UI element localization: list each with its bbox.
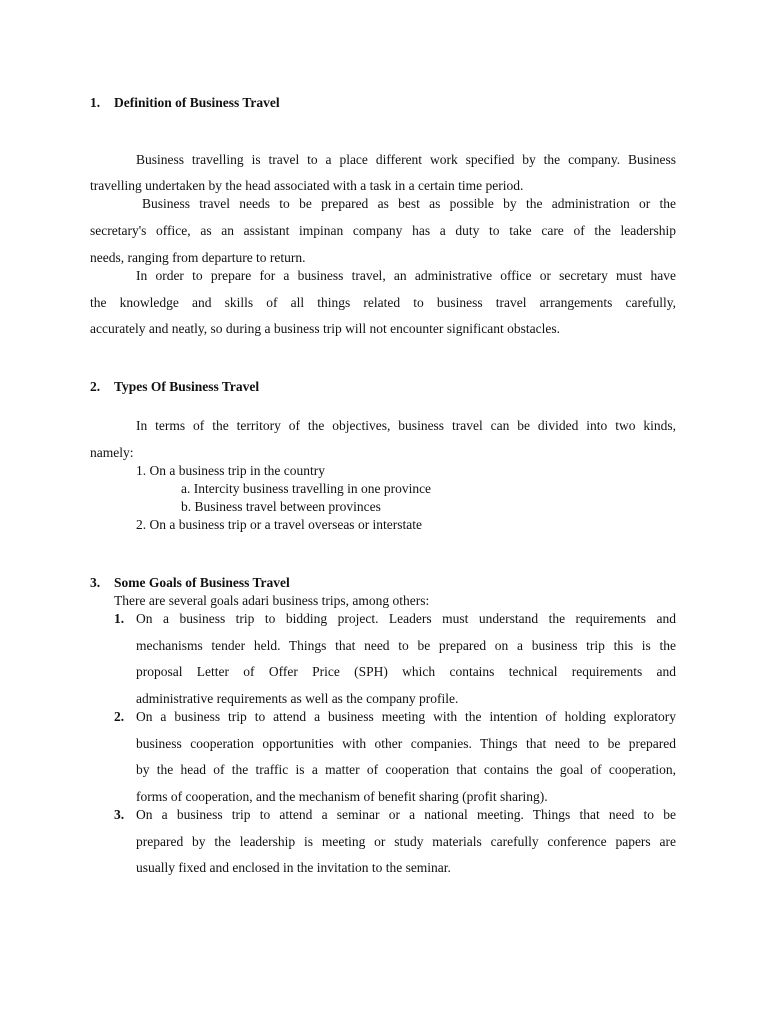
section-2-list-item-1: 1. On a business trip in the country (136, 463, 325, 478)
goal-3-number: 3. (114, 807, 125, 822)
section-2-list-item-1b: b. Business travel between provinces (181, 499, 381, 514)
section-1-paragraph-2-line-3: needs, ranging from departure to return. (90, 250, 306, 265)
goal-2-line-4: forms of cooperation, and the mechanism of benefit sharing (profit sharing). (136, 789, 548, 804)
section-1-paragraph-3-line-2: the knowledge and skills of all things related to business travel arrangements carefully, (90, 295, 676, 310)
goal-1-line-3: proposal Letter of Offer Price (SPH) which contains technical requirements and (136, 664, 676, 679)
section-1-paragraph-2-line-2: secretary's office, as an assistant impinan company has a duty to take care of the leadership (90, 223, 676, 238)
goal-1-line-2: mechanisms tender held. Things that need to be prepared on a business trip this is the (136, 638, 676, 653)
section-1-paragraph-3-line-1: In order to prepare for a business travel, an administrative office or secretary must have (136, 268, 676, 283)
section-3-title: Some Goals of Business Travel (114, 575, 290, 590)
goal-2-line-3: by the head of the traffic is a matter of cooperation that contains the goal of cooperation, (136, 762, 676, 777)
goal-3-line-3: usually fixed and enclosed in the invitation to the seminar. (136, 860, 451, 875)
goal-2-line-2: business cooperation opportunities with other companies. Things that need to be prepared (136, 736, 676, 751)
section-2-intro-line-2: namely: (90, 445, 134, 460)
goal-1-line-1: On a business trip to bidding project. Leaders must understand the requirements and (136, 611, 676, 626)
section-1-paragraph-2-line-1: Business travel needs to be prepared as best as possible by the administration or the (142, 196, 676, 211)
goal-1-number: 1. (114, 611, 125, 626)
section-1-paragraph-1-line-2: travelling undertaken by the head associated with a task in a certain time period. (90, 178, 524, 193)
section-2-list-item-1a: a. Intercity business travelling in one province (181, 481, 432, 496)
goal-3-line-2: prepared by the leadership is meeting or study materials carefully conference papers are (136, 834, 676, 849)
section-3-number: 3. (90, 575, 101, 590)
section-1-title: Definition of Business Travel (114, 95, 280, 110)
section-3-intro: There are several goals adari business trips, among others: (114, 593, 430, 608)
goal-2-line-1: On a business trip to attend a business meeting with the intention of holding exploratory (136, 709, 676, 724)
goal-2-number: 2. (114, 709, 125, 724)
section-2-title: Types Of Business Travel (114, 379, 260, 394)
section-1-number: 1. (90, 95, 101, 110)
goal-1-line-4: administrative requirements as well as the company profile. (136, 691, 459, 706)
goal-3-line-1: On a business trip to attend a seminar or a national meeting. Things that need to be (136, 807, 676, 822)
section-1-paragraph-1-line-1: Business travelling is travel to a place different work specified by the company. Business (136, 152, 676, 167)
section-2-intro-line-1: In terms of the territory of the objectives, business travel can be divided into two kinds, (136, 418, 676, 433)
section-1-paragraph-3-line-3: accurately and neatly, so during a business trip will not encounter significant obstacles. (90, 321, 560, 336)
section-2-list-item-2: 2. On a business trip or a travel overseas or interstate (136, 517, 423, 532)
section-2-number: 2. (90, 379, 101, 394)
